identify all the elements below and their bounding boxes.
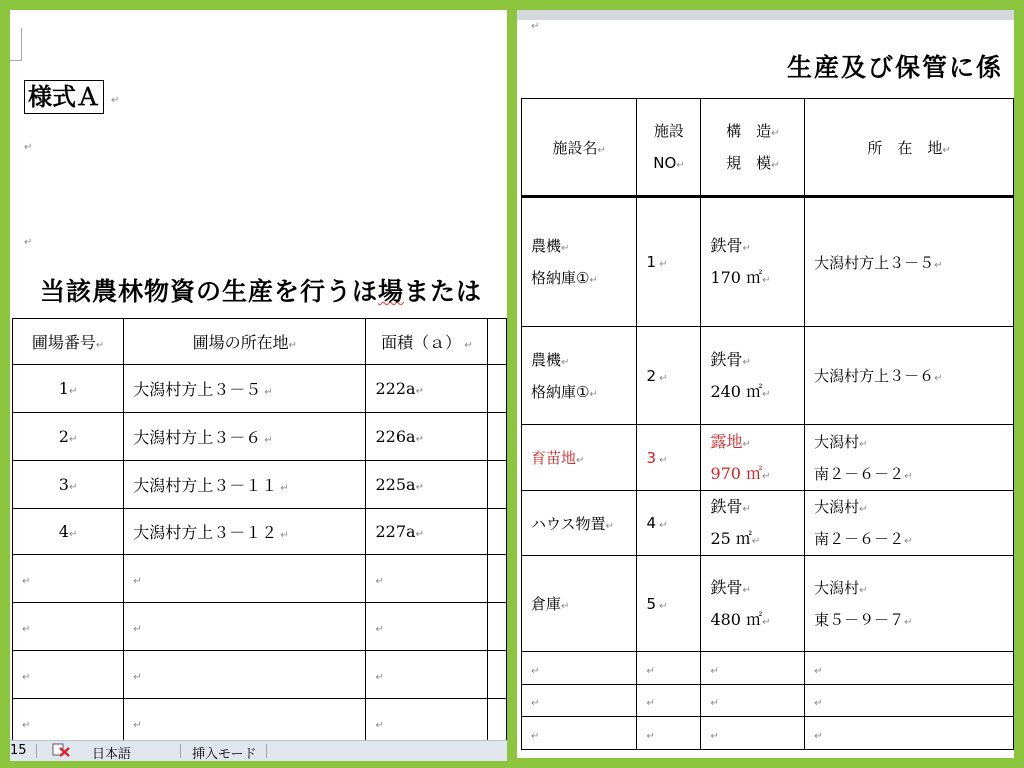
- title-main: 当該農林物資の生産を行うほ: [40, 277, 379, 306]
- input-mode-indicator[interactable]: 挿入モード: [192, 747, 257, 762]
- right-document-page: [517, 10, 1014, 758]
- status-bar: [10, 740, 507, 761]
- paragraph-mark-icon: ↵: [111, 95, 120, 106]
- paragraph-mark-icon: ↵: [24, 142, 33, 153]
- table-row-highlighted: [522, 425, 1014, 491]
- form-label: 様式Ａ: [24, 80, 104, 114]
- cell-structure: 鉄骨↵ 480 ㎡↵: [701, 556, 805, 652]
- cell-facility-no: 5 ↵: [637, 556, 701, 652]
- table-row-empty: ↵ ↵ ↵: [13, 555, 507, 603]
- table-row-empty: ↵ ↵ ↵ ↵: [522, 652, 1014, 685]
- title-spellcheck-word: 場: [378, 277, 405, 306]
- cell-location: 大潟村方上３－６↵: [805, 327, 1014, 425]
- left-page-title: [40, 272, 482, 308]
- page-corner-mark: [10, 28, 22, 61]
- cell-no: 4↵: [13, 509, 124, 555]
- cell-location: 大潟村↵ 南２－６－２↵: [805, 425, 1014, 491]
- cell-no: 3↵: [13, 461, 124, 509]
- cell-facility-name: ハウス物置↵: [522, 491, 637, 556]
- right-page-title: 生産及び保管に係: [787, 53, 1004, 82]
- cell-structure: 鉄骨↵ 25 ㎡↵: [701, 491, 805, 556]
- left-document-page: [10, 10, 507, 740]
- table-row: [522, 197, 1014, 327]
- page-number[interactable]: 15: [10, 743, 27, 758]
- table-row-empty: ↵ ↵ ↵ ↵: [522, 717, 1014, 750]
- cell-area: 222a↵: [366, 365, 488, 413]
- cell-structure: 露地↵ 970 ㎡↵: [701, 425, 805, 491]
- cell-facility-no: 1 ↵: [637, 197, 701, 327]
- table-row: [13, 413, 507, 461]
- facility-table: [521, 98, 1014, 750]
- cell-location: 大潟村↵ 東５－９－７↵: [805, 556, 1014, 652]
- table-row: [522, 491, 1014, 556]
- table-row: [522, 327, 1014, 425]
- field-table: [12, 318, 507, 740]
- cell-location: 大潟村↵ 南２－６－２↵: [805, 491, 1014, 556]
- cell-facility-no: 3 ↵: [637, 425, 701, 491]
- cell-location: 大潟村方上３－５ ↵: [124, 365, 366, 413]
- header-field-location: 圃場の所在地↵: [124, 319, 366, 365]
- cell-area: 225a↵: [366, 461, 488, 509]
- cell-location: 大潟村方上３－６ ↵: [124, 413, 366, 461]
- table-row: [13, 509, 507, 555]
- language-indicator[interactable]: 日本語: [92, 747, 132, 762]
- table-header-row: [522, 99, 1014, 197]
- cell-no: 1↵: [13, 365, 124, 413]
- table-row-empty: ↵ ↵ ↵: [13, 651, 507, 699]
- table-row-empty: ↵ ↵ ↵: [13, 603, 507, 651]
- paragraph-mark-icon: ↵: [24, 237, 33, 248]
- table-row: [522, 556, 1014, 652]
- proofing-error-icon[interactable]: [50, 742, 72, 762]
- header-structure-scale: 構 造↵ 規 模↵: [701, 99, 805, 197]
- paragraph-mark-icon: ↵: [531, 21, 540, 32]
- cell-structure: 鉄骨↵ 240 ㎡↵: [701, 327, 805, 425]
- table-row-empty: ↵ ↵ ↵: [13, 699, 507, 741]
- cell-structure: 鉄骨↵ 170 ㎡↵: [701, 197, 805, 327]
- page-top-shade: [517, 10, 1014, 20]
- cell-area: 227a↵: [366, 509, 488, 555]
- cell-location: 大潟村方上３－５↵: [805, 197, 1014, 327]
- cell-facility-name: 農機↵ 格納庫①↵: [522, 327, 637, 425]
- cell-facility-no: 2 ↵: [637, 327, 701, 425]
- cell-facility-no: 4 ↵: [637, 491, 701, 556]
- cell-area: 226a↵: [366, 413, 488, 461]
- cell-facility-name: 育苗地↵: [522, 425, 637, 491]
- table-row-empty: ↵ ↵ ↵ ↵: [522, 685, 1014, 717]
- cell-no: 2↵: [13, 413, 124, 461]
- cell-location: 大潟村方上３－１２ ↵: [124, 509, 366, 555]
- cell-facility-name: 農機↵ 格納庫①↵: [522, 197, 637, 327]
- header-facility-name: 施設名↵: [522, 99, 637, 197]
- header-location: 所 在 地↵: [805, 99, 1014, 197]
- cell-location: 大潟村方上３－１１ ↵: [124, 461, 366, 509]
- table-row: [13, 365, 507, 413]
- table-row: [13, 461, 507, 509]
- header-area: 面積（ａ） ↵: [366, 319, 488, 365]
- header-field-no: 圃場番号↵: [13, 319, 124, 365]
- title-tail: または: [404, 277, 483, 306]
- cell-facility-name: 倉庫↵: [522, 556, 637, 652]
- header-facility-no: 施設 NO↵: [637, 99, 701, 197]
- table-header-row: [13, 319, 507, 365]
